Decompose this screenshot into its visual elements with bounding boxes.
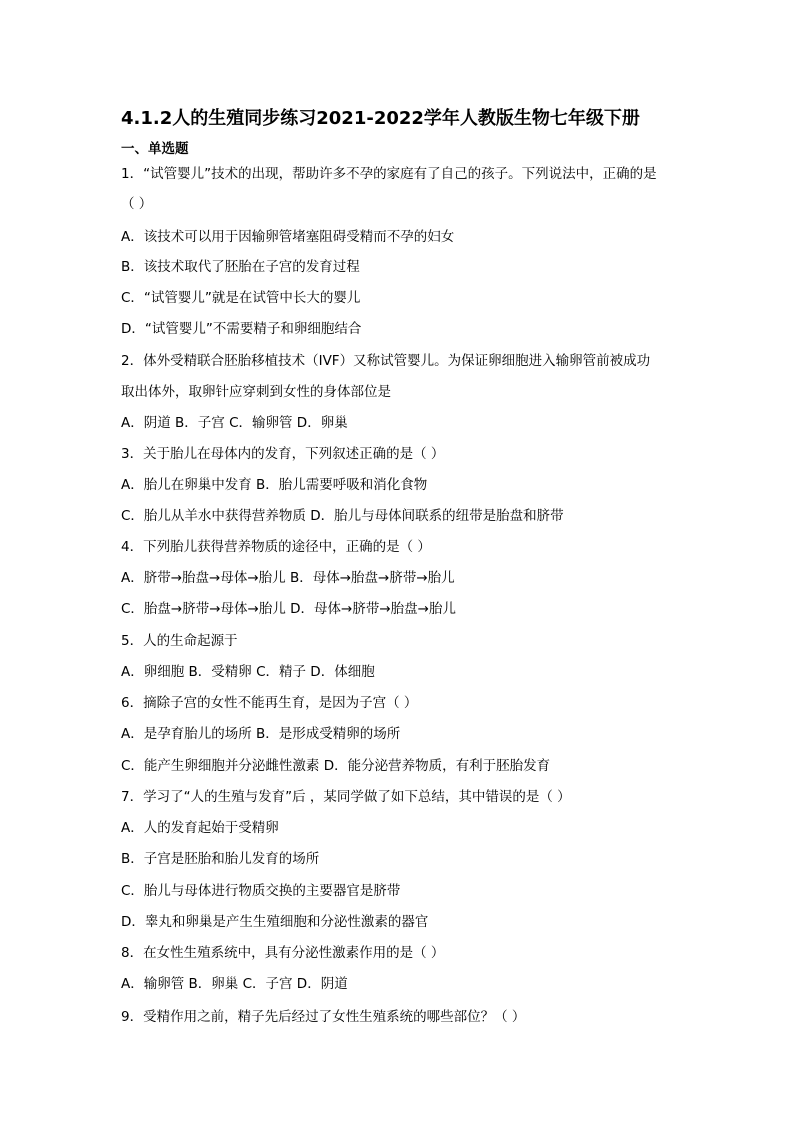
question-7-stem: 7．学习了“人的生殖与发育”后 ，某同学做了如下总结，其中错误的是（ ） bbox=[121, 789, 571, 805]
question-3-options-ab: A．胎儿在卵巢中发育 B．胎儿需要呼吸和消化食物 bbox=[121, 477, 428, 493]
question-6-options-cd: C．能产生卵细胞并分泌雌性激素 D．能分泌营养物质，有利于胚胎发育 bbox=[121, 758, 551, 774]
question-8-stem: 8．在女性生殖系统中，具有分泌性激素作用的是（ ） bbox=[121, 945, 445, 961]
question-9-stem: 9．受精作用之前，精子先后经过了女性生殖系统的哪些部位？（ ） bbox=[121, 1009, 526, 1025]
question-4-options-cd: C．胎盘→脐带→母体→胎儿 D．母体→脐带→胎盘→胎儿 bbox=[121, 601, 456, 617]
section-heading: 一、单选题 bbox=[121, 141, 189, 157]
question-1-option-c: C．“试管婴儿”就是在试管中长大的婴儿 bbox=[121, 290, 361, 306]
question-8-options: A．输卵管 B．卵巢 C．子宫 D．阴道 bbox=[121, 976, 348, 992]
question-3-stem: 3．关于胎儿在母体内的发育，下列叙述正确的是（ ） bbox=[121, 446, 445, 462]
question-2-options: A．阴道 B．子宫 C．输卵管 D．卵巢 bbox=[121, 415, 348, 431]
question-2-stem-continued: 取出体外，取卵针应穿刺到女性的身体部位是 bbox=[121, 384, 391, 400]
question-2-stem: 2．体外受精联合胚胎移植技术（IVF）又称试管婴儿。为保证卵细胞进入输卵管前被成功 bbox=[121, 353, 651, 369]
question-4-stem: 4．下列胎儿获得营养物质的途径中，正确的是（ ） bbox=[121, 539, 431, 555]
document-title: 4.1.2人的生殖同步练习2021-2022学年人教版生物七年级下册 bbox=[121, 108, 640, 129]
question-5-options: A．卵细胞 B．受精卵 C．精子 D．体细胞 bbox=[121, 664, 375, 680]
question-7-option-d: D．睾丸和卵巢是产生生殖细胞和分泌性激素的器官 bbox=[121, 914, 429, 930]
question-1-option-a: A．该技术可以用于因输卵管堵塞阻碍受精而不孕的妇女 bbox=[121, 229, 455, 245]
question-1-option-b: B．该技术取代了胚胎在子宫的发育过程 bbox=[121, 259, 360, 275]
question-7-option-a: A．人的发育起始于受精卵 bbox=[121, 820, 279, 836]
question-6-options-ab: A．是孕育胎儿的场所 B．是形成受精卵的场所 bbox=[121, 726, 401, 742]
question-1-option-d: D．“试管婴儿”不需要精子和卵细胞结合 bbox=[121, 321, 362, 337]
question-6-stem: 6．摘除子宫的女性不能再生育，是因为子宫（ ） bbox=[121, 695, 418, 711]
question-4-options-ab: A．脐带→胎盘→母体→胎儿 B．母体→胎盘→脐带→胎儿 bbox=[121, 570, 455, 586]
question-7-option-b: B．子宫是胚胎和胎儿发育的场所 bbox=[121, 851, 320, 867]
question-1-stem: 1．“试管婴儿”技术的出现，帮助许多不孕的家庭有了自己的孩子。下列说法中，正确的是 bbox=[121, 166, 657, 182]
question-7-option-c: C．胎儿与母体进行物质交换的主要器官是脐带 bbox=[121, 883, 401, 899]
question-3-options-cd: C．胎儿从羊水中获得营养物质 D．胎儿与母体间联系的纽带是胎盘和脐带 bbox=[121, 508, 564, 524]
question-5-stem: 5．人的生命起源于 bbox=[121, 633, 238, 649]
question-1-blank: （ ） bbox=[121, 196, 153, 212]
